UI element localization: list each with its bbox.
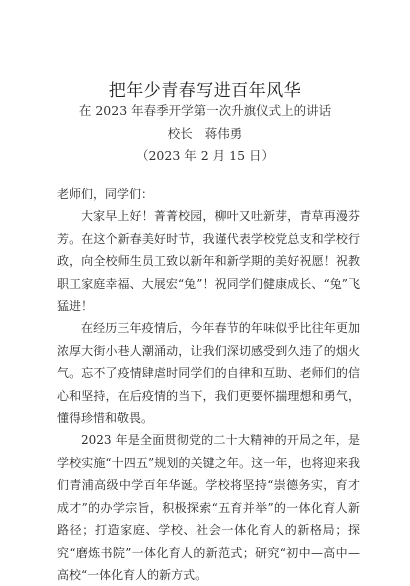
- author-role: 校长: [167, 126, 193, 141]
- document-subtitle: 在 2023 年春季开学第一次升旗仪式上的讲话: [78, 103, 332, 118]
- author-line: [0, 124, 410, 142]
- salutation: 老师们，同学们：: [57, 187, 154, 201]
- speech-body: [57, 183, 360, 586]
- paragraph-2: 在经历三年疫情后，今年春节的年味似乎比往年更加浓厚大街小巷人潮涌动，让我们深切感受到久违了的烟火气。忘不了疫情肆虐时同学们的自律和互助、老师们的信心和坚持，在后疫情的当下，我们更要怀揣理想和勇气，懂得珍惜和敬畏。: [57, 321, 360, 426]
- paragraph-3: 2023 年是全面贯彻党的二十大精神的开局之年，是学校实施“十四五”规划的关键之年。这一年，也将迎来我们青浦高级中学百年华诞。学校将坚持“崇德务实，育才成才”的办学宗旨，积极探索“五育并举”的一体化育人新路径；打造家庭、学校、社会一体化育人的新格局；探究“磨炼书院”一体化育人的新范式；研究“初中—高中—高校“一体化育人的新方式。: [57, 433, 360, 582]
- author-name: 蒋伟勇: [204, 126, 243, 141]
- paragraph-1: 大家早上好！菁菁校园，柳叶又吐新芽，青草再漫芬芳。在这个新春美好时节，我谨代表学校党总支和学校行政，向全校师生员工致以新年和新学期的美好祝愿！祝教职工家庭幸福、大展宏“兔”！祝同学们健康成长、“兔”飞猛进！: [57, 209, 360, 314]
- speech-date: （2023 年 2 月 15 日）: [135, 148, 275, 163]
- document-title: 把年少青春写进百年风华: [108, 81, 302, 101]
